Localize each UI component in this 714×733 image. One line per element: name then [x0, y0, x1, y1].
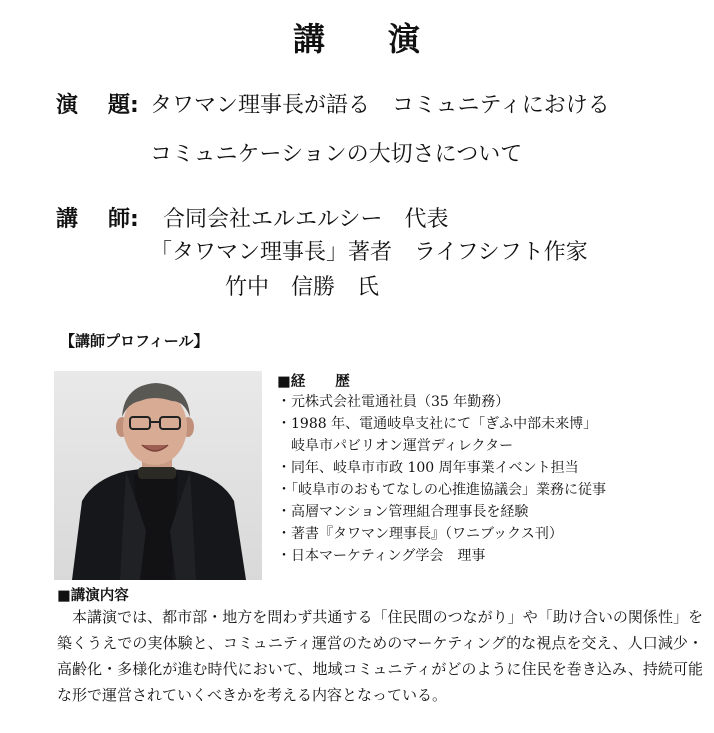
lecturer-label: 講 師:	[56, 207, 139, 232]
topic-line-2: コミュニケーションの大切さについて	[150, 142, 523, 167]
lecturer-titles: 「タワマン理事長」著者 ライフシフト作家	[150, 240, 588, 265]
career-item: ・著書『タワマン理事長』（ワニブックス刊）	[277, 526, 563, 542]
talk-heading: ■講演内容	[57, 588, 129, 604]
career-item: ・元株式会社電通社員（35 年勤務）	[277, 394, 510, 410]
lecturer-photo	[54, 371, 262, 580]
page-title	[0, 14, 714, 60]
career-item: ・「岐阜市のおもてなしの心推進協議会」業務に従事	[277, 482, 606, 498]
career-heading: ■経 歴	[277, 374, 350, 390]
career-list	[277, 370, 606, 567]
lecturer-name: 竹中 信勝 氏	[225, 275, 380, 300]
career-item: ・高層マンション管理組合理事長を経験	[277, 504, 529, 520]
topic-line-1: タワマン理事長が語る コミュニティにおける	[150, 93, 610, 118]
title-char-1: 講	[292, 20, 326, 58]
lecturer-portrait-image	[54, 371, 262, 580]
career-item: ・同年、岐阜市市政 100 周年事業イベント担当	[277, 460, 579, 476]
career-item: ・日本マーケティング学会 理事	[277, 548, 486, 564]
lecturer-affiliation: 合同会社エルエルシー 代表	[163, 207, 449, 232]
career-item-continuation: 岐阜市パビリオン運営ディレクター	[291, 438, 514, 454]
talk-description: 本講演では、都市部・地方を問わず共通する「住民間のつながり」や「助け合いの関係性」を築くうえでの実体験と、コミュニティ運営のためのマーケティング的な視点を交え、人口減少・高齢化・多様化が進む時代において、地域コミュニティがどのように住民を巻き込み、持続可能な形で運営されていくべきかを考える内容となっている。	[57, 608, 703, 704]
topic-label: 演 題:	[56, 93, 139, 118]
career-item: ・1988 年、電通岐阜支社にて「ぎふ中部未来博」	[277, 416, 598, 432]
title-char-2: 演	[388, 20, 422, 58]
profile-heading: 【講師プロフィール】	[60, 332, 209, 350]
